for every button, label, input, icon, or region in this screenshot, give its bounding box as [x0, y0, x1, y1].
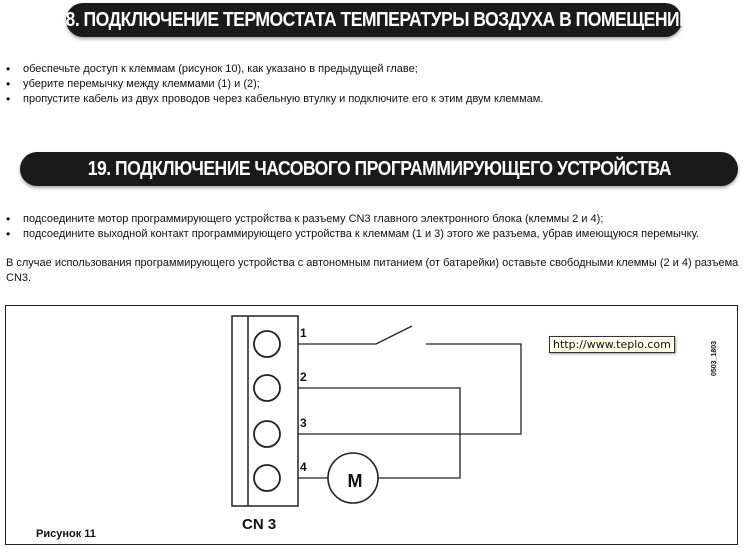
section-19-title: 19. ПОДКЛЮЧЕНИЕ ЧАСОВОГО ПРОГРАММИРУЮЩЕГО УСТРОЙСТВА — [87, 157, 671, 180]
wire-switch-to-terminal-3 — [298, 344, 521, 434]
terminal-4-screw — [254, 465, 280, 491]
figure-caption: Рисунок 11 — [36, 528, 96, 540]
terminal-label: 4 — [300, 460, 307, 474]
section-18-title: 18. ПОДКЛЮЧЕНИЕ ТЕРМОСТАТА ТЕМПЕРАТУРЫ ВОЗДУХА В ПОМЕЩЕНИИ — [56, 8, 692, 31]
motor-label: M — [347, 471, 363, 491]
terminal-label: 2 — [300, 370, 307, 384]
switch-contact — [376, 326, 412, 344]
list-item: • обеспечьте доступ к клеммам (рисунок 10), как указано в предыдущей главе; — [6, 62, 741, 77]
terminal-3-screw — [254, 421, 280, 447]
section-18-header — [56, 3, 692, 37]
url-tooltip[interactable]: http://www.teplo.com — [549, 336, 675, 353]
connector-label: CN 3 — [242, 516, 277, 533]
list-item: • уберите перемычку между клеммами (1) и (2); — [6, 77, 741, 92]
list-item: • подсоедините мотор программирующего устройства к разъему CN3 главного электронного блока (клеммы 2 и 4); — [6, 212, 741, 227]
terminal-label: 3 — [300, 416, 307, 430]
section-19-paragraph: В случае использования программирующего устройства с автономным питанием (от батарейки) оставьте свободными клеммы (2 и 4) разъема CN3. — [6, 257, 739, 284]
section-19-list — [6, 212, 741, 242]
terminal-1-screw — [254, 331, 280, 357]
terminal-2-screw — [254, 375, 280, 401]
list-item: • пропустите кабель из двух проводов через кабельную втулку и подключите его к этим двум клеммам. — [6, 92, 741, 107]
wiring-diagram-figure — [5, 305, 738, 545]
figure-code: 0503_1803 — [711, 340, 718, 376]
section-18-list — [6, 62, 741, 107]
section-19-header — [20, 152, 738, 186]
terminal-label: 1 — [300, 326, 307, 340]
list-item: • подсоедините выходной контакт программирующего устройства к клеммам (1 и 3) этого же разъема, убрав имеющуюся перемычку. — [6, 227, 741, 242]
wire-terminal-2 — [298, 388, 460, 478]
